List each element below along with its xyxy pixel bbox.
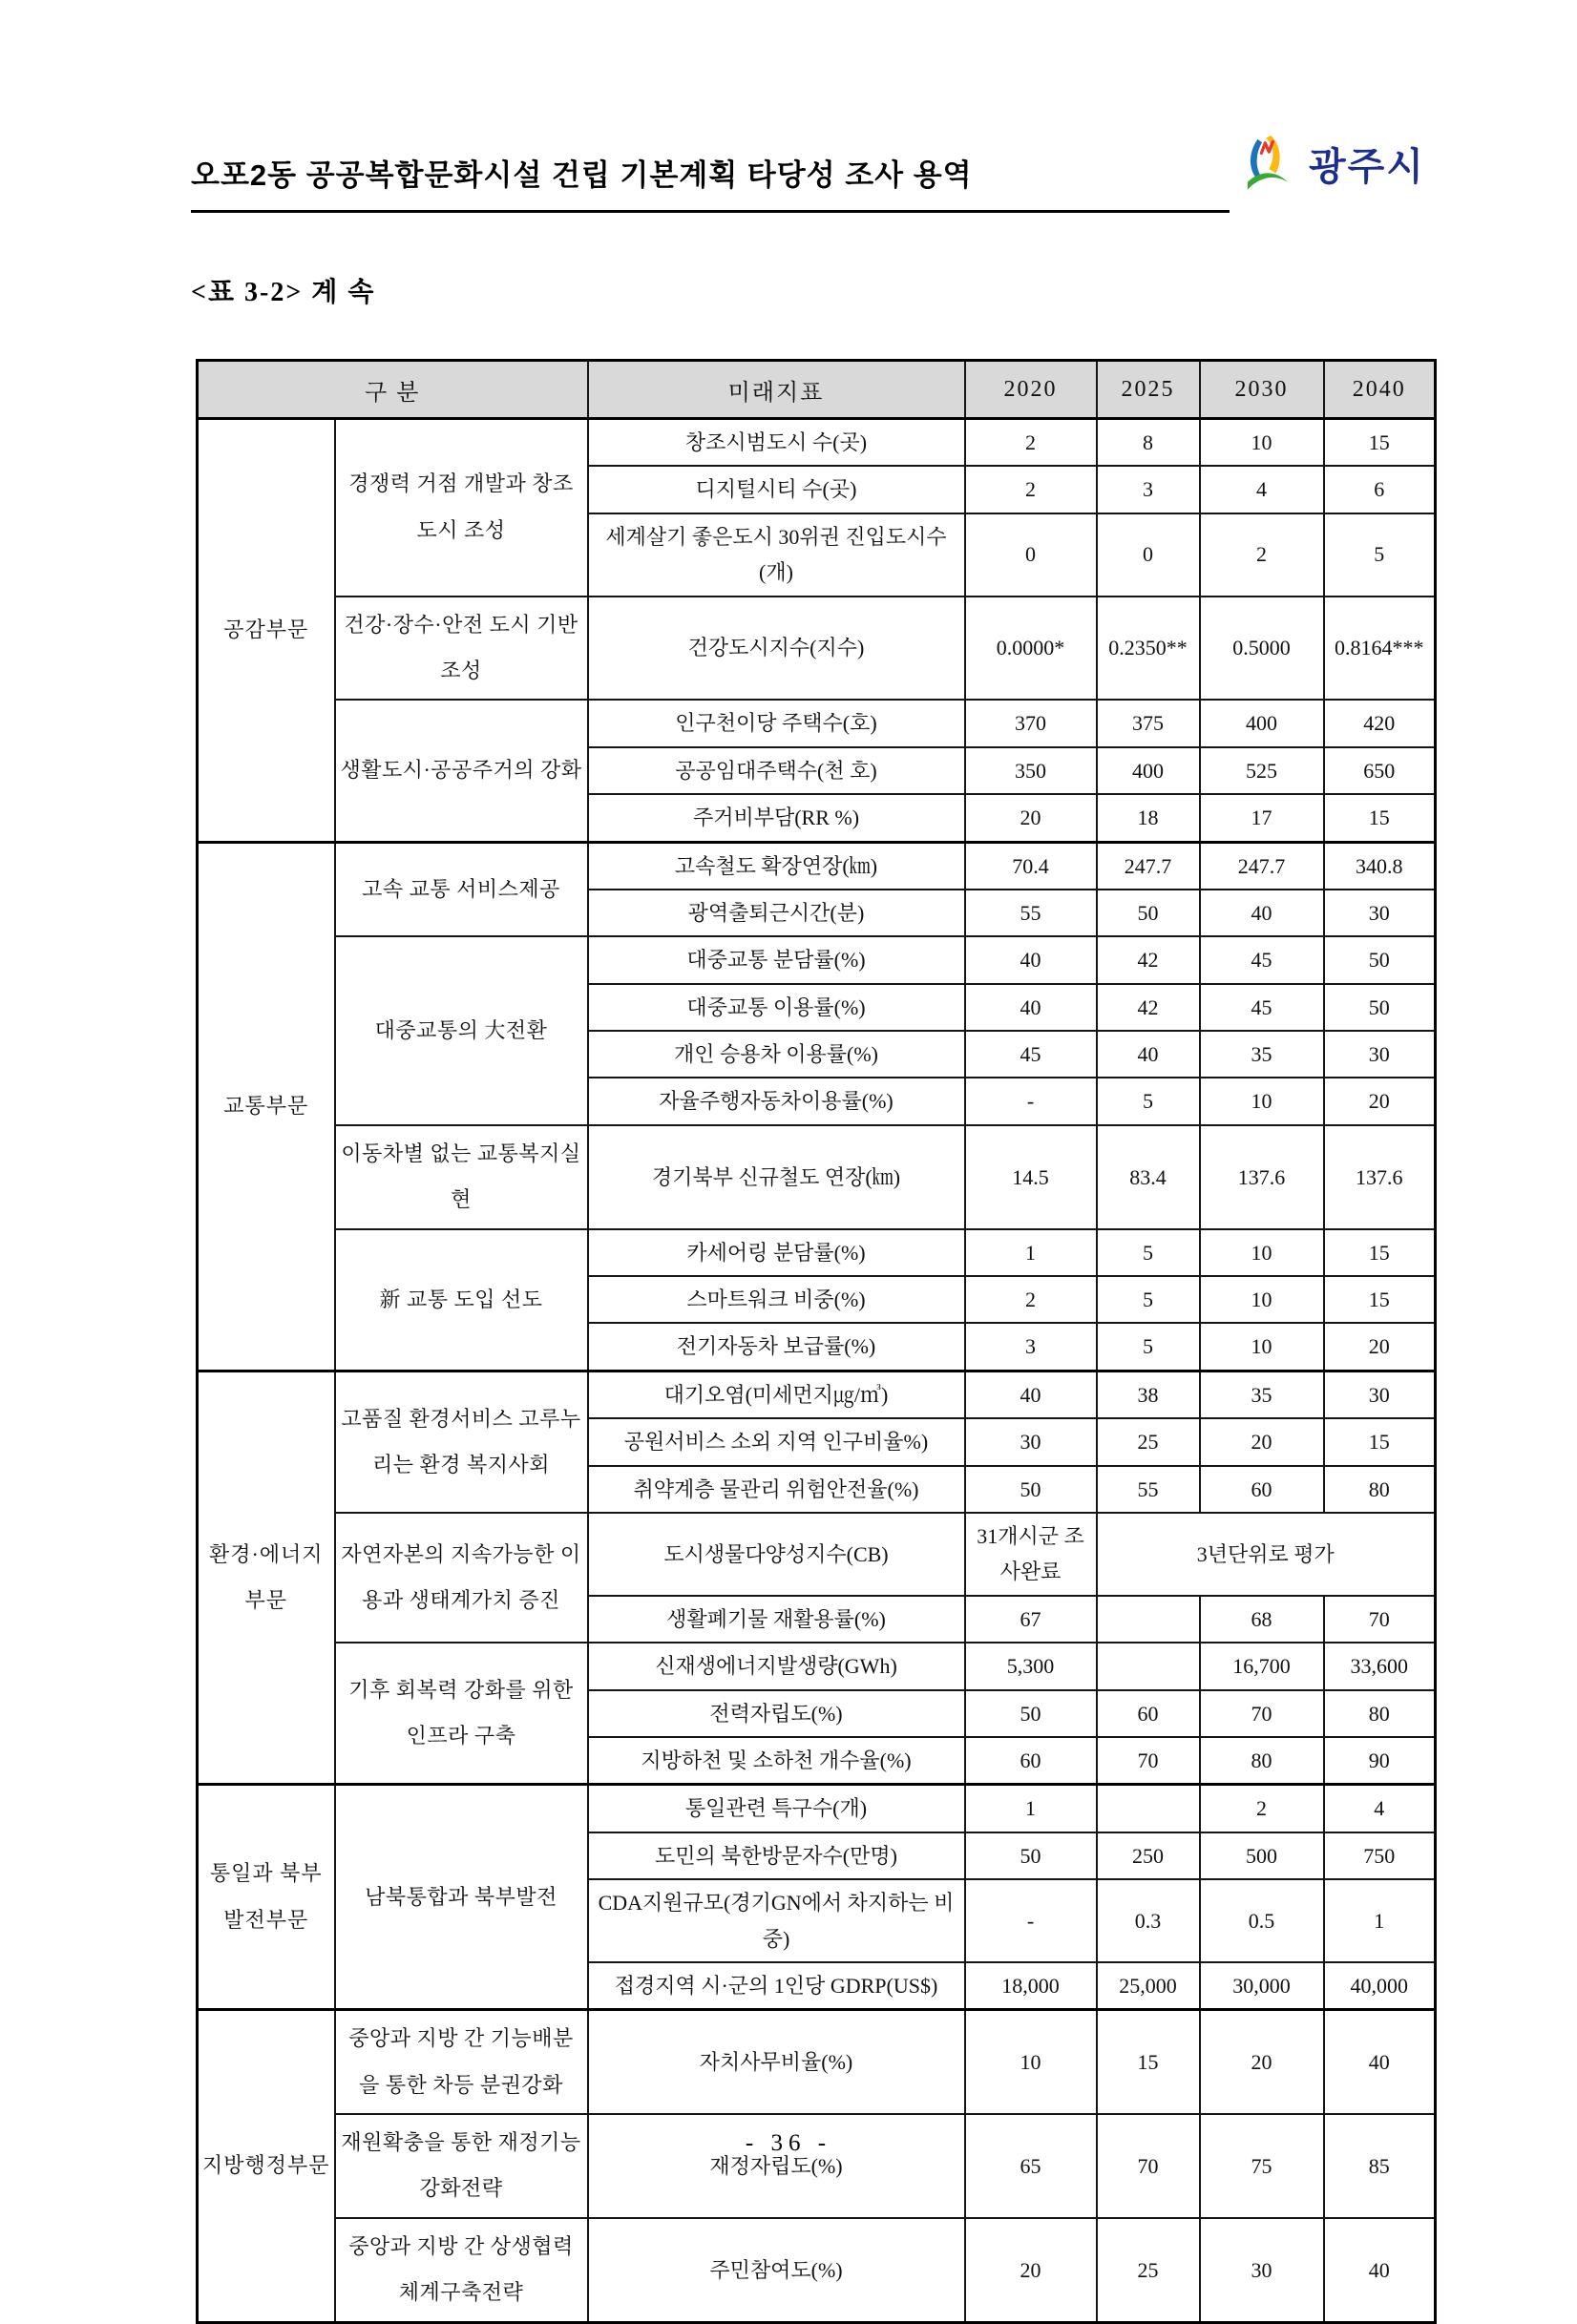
- city-emblem-icon: [1236, 132, 1299, 195]
- page-number: - 36 -: [745, 2130, 832, 2156]
- value-cell: 0.0000*: [965, 597, 1097, 701]
- value-cell: 20: [1200, 1418, 1324, 1465]
- indicator-cell: CDA지원규모(경기GN에서 차지하는 비중): [588, 1879, 965, 1962]
- group-cell: 경쟁력 거점 개발과 창조도시 조성: [335, 419, 588, 597]
- value-cell: 65: [965, 2114, 1097, 2218]
- indicator-cell: 스마트워크 비중(%): [588, 1276, 965, 1323]
- value-cell: 10: [1200, 1229, 1324, 1276]
- value-cell: 60: [1097, 1690, 1200, 1737]
- indicator-cell: 카세어링 분담률(%): [588, 1229, 965, 1276]
- value-cell: 20: [1324, 1323, 1436, 1371]
- value-cell: 50: [1324, 936, 1436, 983]
- value-cell: 40: [1097, 1031, 1200, 1078]
- table-row: [198, 597, 1436, 701]
- value-cell: 40: [965, 1371, 1097, 1418]
- document-title: 오포2동 공공복합문화시설 건립 기본계획 타당성 조사 용역: [191, 158, 973, 192]
- indicator-cell: 전력자립도(%): [588, 1690, 965, 1737]
- indicator-cell: 자치사무비율(%): [588, 2010, 965, 2114]
- section-cell: 지방행정부문: [198, 2010, 335, 2322]
- value-cell: 137.6: [1324, 1125, 1436, 1229]
- value-cell: 247.7: [1097, 842, 1200, 890]
- value-cell: 42: [1097, 984, 1200, 1031]
- value-cell: 750: [1324, 1832, 1436, 1879]
- table-row: [198, 1371, 1436, 1418]
- value-cell: 55: [1097, 1466, 1200, 1513]
- value-cell: 50: [1097, 890, 1200, 936]
- value-cell: 18: [1097, 794, 1200, 842]
- indicator-cell: 광역출퇴근시간(분): [588, 890, 965, 936]
- value-cell: 250: [1097, 1832, 1200, 1879]
- table-row: [198, 842, 1436, 890]
- value-cell: 25: [1097, 1418, 1200, 1465]
- group-cell: 남북통합과 북부발전: [335, 1785, 588, 2010]
- value-cell: 15: [1324, 1418, 1436, 1465]
- group-cell: 자연자본의 지속가능한 이용과 생태계가치 증진: [335, 1513, 588, 1643]
- indicator-cell: 디지털시티 수(곳): [588, 466, 965, 513]
- value-cell: 55: [965, 890, 1097, 936]
- indicator-cell: 대기오염(미세먼지㎍/㎥): [588, 1371, 965, 1418]
- value-cell: 2: [965, 466, 1097, 513]
- indicator-cell: 대중교통 이용률(%): [588, 984, 965, 1031]
- value-cell: 2: [965, 419, 1097, 467]
- value-cell: 650: [1324, 747, 1436, 794]
- value-cell: 500: [1200, 1832, 1324, 1879]
- value-cell: 0: [965, 513, 1097, 597]
- value-cell: [1097, 1643, 1200, 1689]
- value-cell: 400: [1200, 700, 1324, 746]
- value-cell: 70: [1200, 1690, 1324, 1737]
- value-cell: 80: [1200, 1737, 1324, 1785]
- value-cell: 45: [965, 1031, 1097, 1078]
- value-cell: 70: [1324, 1596, 1436, 1643]
- group-cell: 고품질 환경서비스 고루누리는 환경 복지사회: [335, 1371, 588, 1513]
- group-cell: 건강·장수·안전 도시 기반조성: [335, 597, 588, 701]
- table-row: [198, 2218, 1436, 2322]
- value-cell: 30: [1324, 1031, 1436, 1078]
- section-cell: 공감부문: [198, 419, 335, 843]
- value-cell: 30: [1324, 1371, 1436, 1418]
- column-header-year: 2025: [1097, 361, 1200, 419]
- indicator-cell: 도민의 북한방문자수(만명): [588, 1832, 965, 1879]
- column-header-year: 2040: [1324, 361, 1436, 419]
- value-cell: 30,000: [1200, 1962, 1324, 2010]
- column-header-indicator: 미래지표: [588, 361, 965, 419]
- value-cell: 70.4: [965, 842, 1097, 890]
- value-cell: 0.2350**: [1097, 597, 1200, 701]
- table-head: [198, 361, 1436, 419]
- indicator-cell: 공공임대주택수(천 호): [588, 747, 965, 794]
- value-cell: 137.6: [1200, 1125, 1324, 1229]
- value-cell: 60: [1200, 1466, 1324, 1513]
- table-row: [198, 700, 1436, 746]
- value-cell: 50: [965, 1466, 1097, 1513]
- value-cell: 0.8164***: [1324, 597, 1436, 701]
- section-cell: 교통부문: [198, 842, 335, 1371]
- indicator-cell: 공원서비스 소외 지역 인구비율%): [588, 1418, 965, 1465]
- group-cell: 新 교통 도입 선도: [335, 1229, 588, 1371]
- value-cell: 60: [965, 1737, 1097, 1785]
- value-cell: 3: [1097, 466, 1200, 513]
- indicator-cell: 창조시범도시 수(곳): [588, 419, 965, 467]
- value-cell: 2: [1200, 1785, 1324, 1832]
- city-name-text: 광주시: [1309, 145, 1425, 188]
- main-table: [196, 359, 1437, 2324]
- value-cell: 85: [1324, 2114, 1436, 2218]
- gwangju-city-logo: [1236, 132, 1425, 195]
- indicator-cell: 주거비부담(RR %): [588, 794, 965, 842]
- section-cell: 통일과 북부발전부문: [198, 1785, 335, 2010]
- value-cell: 20: [1200, 2010, 1324, 2114]
- indicator-cell: 신재생에너지발생량(GWh): [588, 1643, 965, 1689]
- indicator-cell: 지방하천 및 소하천 개수율(%): [588, 1737, 965, 1785]
- value-cell: 10: [1200, 1323, 1324, 1371]
- group-cell: 중앙과 지방 간 상생협력체계구축전략: [335, 2218, 588, 2322]
- value-cell: 18,000: [965, 1962, 1097, 2010]
- group-cell: 중앙과 지방 간 기능배분을 통한 차등 분권강화: [335, 2010, 588, 2114]
- value-cell: 33,600: [1324, 1643, 1436, 1689]
- value-cell: 6: [1324, 466, 1436, 513]
- table-row: [198, 1125, 1436, 1229]
- value-cell: 370: [965, 700, 1097, 746]
- value-cell: 14.5: [965, 1125, 1097, 1229]
- value-cell: 80: [1324, 1690, 1436, 1737]
- value-cell: 5: [1097, 1078, 1200, 1124]
- indicator-cell: 자율주행자동차이용률(%): [588, 1078, 965, 1124]
- value-cell: 50: [965, 1690, 1097, 1737]
- value-cell: 68: [1200, 1596, 1324, 1643]
- indicator-cell: 고속철도 확장연장(㎞): [588, 842, 965, 890]
- indicator-cell: 세계살기 좋은도시 30위권 진입도시수(개): [588, 513, 965, 597]
- value-cell: 40: [1324, 2010, 1436, 2114]
- table-row: [198, 2010, 1436, 2114]
- table-row: [198, 936, 1436, 983]
- value-cell: 70: [1097, 1737, 1200, 1785]
- column-header-year: 2030: [1200, 361, 1324, 419]
- indicator-cell: 대중교통 분담률(%): [588, 936, 965, 983]
- value-cell: 15: [1097, 2010, 1200, 2114]
- value-cell: 38: [1097, 1371, 1200, 1418]
- group-cell: 이동차별 없는 교통복지실현: [335, 1125, 588, 1229]
- value-cell: 3년단위로 평가: [1097, 1513, 1436, 1596]
- value-cell: 45: [1200, 984, 1324, 1031]
- value-cell: 2: [1200, 513, 1324, 597]
- indicator-cell: 도시생물다양성지수(CB): [588, 1513, 965, 1596]
- value-cell: 15: [1324, 419, 1436, 467]
- indicator-cell: 접경지역 시·군의 1인당 GDRP(US$): [588, 1962, 965, 2010]
- header-divider: [191, 210, 1230, 213]
- value-cell: 10: [1200, 419, 1324, 467]
- value-cell: 350: [965, 747, 1097, 794]
- value-cell: 247.7: [1200, 842, 1324, 890]
- indicator-cell: 재정자립도(%): [588, 2114, 965, 2218]
- value-cell: 90: [1324, 1737, 1436, 1785]
- indicator-cell: 통일관련 특구수(개): [588, 1785, 965, 1832]
- value-cell: 70: [1097, 2114, 1200, 2218]
- value-cell: 83.4: [1097, 1125, 1200, 1229]
- value-cell: 80: [1324, 1466, 1436, 1513]
- indicator-cell: 전기자동차 보급률(%): [588, 1323, 965, 1371]
- value-cell: 525: [1200, 747, 1324, 794]
- table-caption: <표 3-2> 계 속: [191, 278, 376, 307]
- value-cell: 50: [965, 1832, 1097, 1879]
- value-cell: 40: [1324, 2218, 1436, 2322]
- value-cell: 40: [965, 936, 1097, 983]
- value-cell: 8: [1097, 419, 1200, 467]
- value-cell: 20: [965, 794, 1097, 842]
- value-cell: 45: [1200, 936, 1324, 983]
- indicator-cell: 경기북부 신규철도 연장(㎞): [588, 1125, 965, 1229]
- value-cell: 5: [1097, 1276, 1200, 1323]
- value-cell: 40: [965, 984, 1097, 1031]
- value-cell: [1097, 1785, 1200, 1832]
- indicator-cell: 취약계층 물관리 위험안전율(%): [588, 1466, 965, 1513]
- value-cell: 10: [1200, 1078, 1324, 1124]
- indicator-cell: 개인 승용차 이용률(%): [588, 1031, 965, 1078]
- value-cell: 35: [1200, 1371, 1324, 1418]
- value-cell: 1: [965, 1229, 1097, 1276]
- value-cell: 0: [1097, 513, 1200, 597]
- value-cell: 1: [1324, 1879, 1436, 1962]
- value-cell: 10: [1200, 1276, 1324, 1323]
- value-cell: 3: [965, 1323, 1097, 1371]
- value-cell: 15: [1324, 1276, 1436, 1323]
- indicator-cell: 생활폐기물 재활용률(%): [588, 1596, 965, 1643]
- value-cell: 17: [1200, 794, 1324, 842]
- value-cell: 42: [1097, 936, 1200, 983]
- value-cell: 2: [965, 1276, 1097, 1323]
- value-cell: 4: [1324, 1785, 1436, 1832]
- table-container: [196, 359, 1434, 2324]
- table-body: [198, 419, 1436, 2323]
- value-cell: 15: [1324, 794, 1436, 842]
- value-cell: -: [965, 1078, 1097, 1124]
- value-cell: 31개시군 조사완료: [965, 1513, 1097, 1596]
- indicator-cell: 건강도시지수(지수): [588, 597, 965, 701]
- value-cell: -: [965, 1879, 1097, 1962]
- group-cell: 기후 회복력 강화를 위한 인프라 구축: [335, 1643, 588, 1785]
- value-cell: 1: [965, 1785, 1097, 1832]
- header-row: [198, 361, 1436, 419]
- table-row: [198, 1785, 1436, 1832]
- value-cell: 40: [1200, 890, 1324, 936]
- value-cell: 30: [965, 1418, 1097, 1465]
- table-row: [198, 1229, 1436, 1276]
- value-cell: 5: [1097, 1229, 1200, 1276]
- table-row: [198, 1643, 1436, 1689]
- value-cell: 25,000: [1097, 1962, 1200, 2010]
- column-header-year: 2020: [965, 361, 1097, 419]
- table-row: [198, 1513, 1436, 1596]
- value-cell: 50: [1324, 984, 1436, 1031]
- value-cell: 0.5000: [1200, 597, 1324, 701]
- value-cell: 35: [1200, 1031, 1324, 1078]
- value-cell: 30: [1324, 890, 1436, 936]
- group-cell: 대중교통의 大전환: [335, 936, 588, 1125]
- value-cell: 16,700: [1200, 1643, 1324, 1689]
- value-cell: 420: [1324, 700, 1436, 746]
- value-cell: [1097, 1596, 1200, 1643]
- section-cell: 환경·에너지부문: [198, 1371, 335, 1785]
- document-header: [191, 143, 1441, 220]
- value-cell: 5: [1097, 1323, 1200, 1371]
- value-cell: 400: [1097, 747, 1200, 794]
- value-cell: 40,000: [1324, 1962, 1436, 2010]
- value-cell: 25: [1097, 2218, 1200, 2322]
- column-header-category: 구 분: [198, 361, 588, 419]
- indicator-cell: 인구천이당 주택수(호): [588, 700, 965, 746]
- group-cell: 생활도시·공공주거의 강화: [335, 700, 588, 842]
- group-cell: 고속 교통 서비스제공: [335, 842, 588, 936]
- value-cell: 10: [965, 2010, 1097, 2114]
- value-cell: 75: [1200, 2114, 1324, 2218]
- value-cell: 15: [1324, 1229, 1436, 1276]
- table-row: [198, 419, 1436, 467]
- value-cell: 5: [1324, 513, 1436, 597]
- value-cell: 4: [1200, 466, 1324, 513]
- value-cell: 0.5: [1200, 1879, 1324, 1962]
- value-cell: 375: [1097, 700, 1200, 746]
- value-cell: 20: [1324, 1078, 1436, 1124]
- value-cell: 67: [965, 1596, 1097, 1643]
- value-cell: 340.8: [1324, 842, 1436, 890]
- value-cell: 20: [965, 2218, 1097, 2322]
- value-cell: 30: [1200, 2218, 1324, 2322]
- value-cell: 0.3: [1097, 1879, 1200, 1962]
- group-cell: 재원확충을 통한 재정기능 강화전략: [335, 2114, 588, 2218]
- indicator-cell: 주민참여도(%): [588, 2218, 965, 2322]
- value-cell: 5,300: [965, 1643, 1097, 1689]
